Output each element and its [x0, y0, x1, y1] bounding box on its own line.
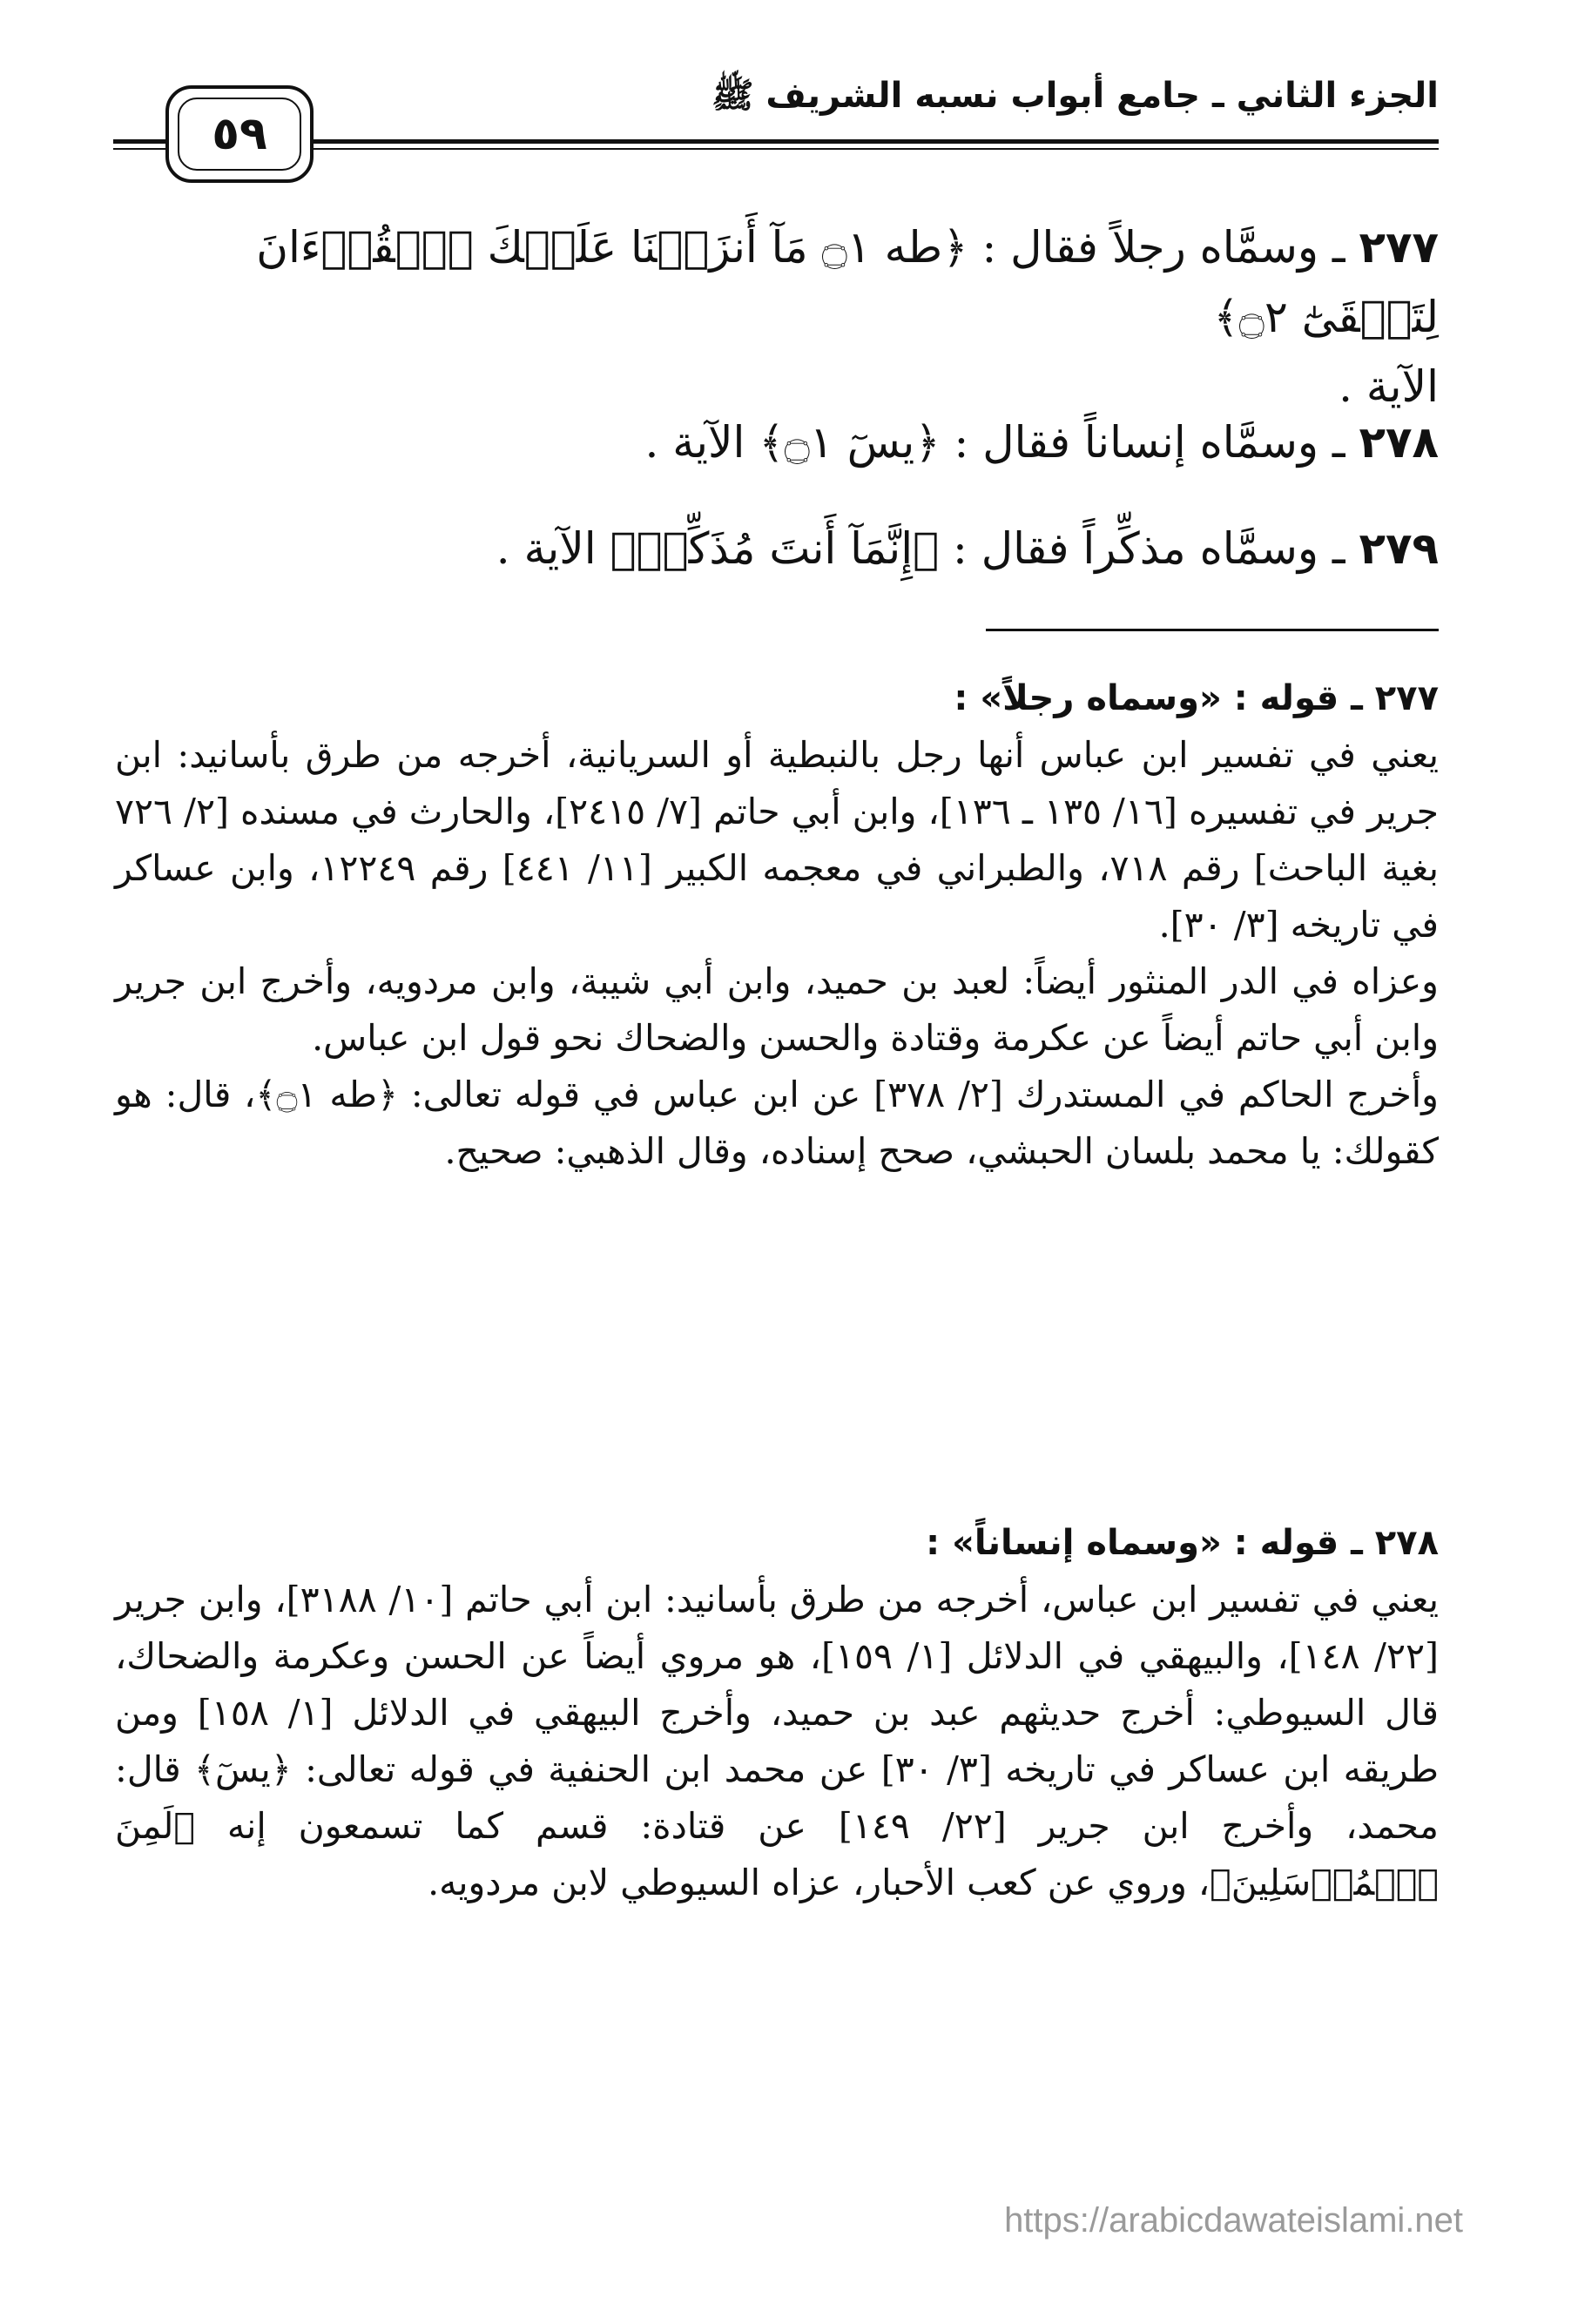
footnote-paragraph: يعني في تفسير ابن عباس أنها رجل بالنبطية أو السريانية، أخرجه من طرق بأسانيد: ابن جرير في تفسيره [١٦/ ١٣٥ ـ ١٣٦]، وابن أبي حاتم [٧/ ٢٤١٥]، والحارث في مسنده [٢/ ٧٢٦ بغية الباحث] رقم ٧١٨، والطبراني في معجمه الكبير [١١/ ٤٤١] رقم ١٢٢٤٩، وابن عساكر في تاريخه [٣/ ٣٠].	[115, 734, 1439, 946]
entry-lead: ـ وسمَّاه رجلاً فقال :	[981, 222, 1345, 273]
entry-number: ٢٧٩	[1359, 523, 1439, 574]
footnote-heading: ٢٧٨ ـ قوله : «وسماه إنساناً» :	[926, 1523, 1439, 1563]
entry-lead: ـ وسمَّاه إنساناً فقال :	[954, 417, 1345, 468]
entry-number: ٢٧٨	[1359, 417, 1439, 468]
entry-278	[124, 408, 1439, 477]
entry-tail: الآية .	[496, 523, 597, 574]
quran-quote: ﴿إِنَّمَآ أَنتَ مُذَكِّرٞ﴾	[610, 523, 940, 574]
page-number-badge	[165, 85, 314, 183]
entry-tail: الآية .	[1339, 361, 1439, 412]
running-header-title: الجزء الثاني ـ جامع أبواب نسبه الشريف ﷺ	[711, 76, 1439, 116]
entry-tail: الآية .	[644, 417, 745, 468]
footnote-paragraph: وعزاه في الدر المنثور أيضاً: لعبد بن حميد، وابن أبي شيبة، وابن مردويه، وأخرج ابن جرير وابن أبي حاتم أيضاً عن عكرمة وقتادة والحسن والضحاك نحو قول ابن عباس.	[115, 960, 1439, 1059]
quran-quote: ﴿يسٓ ۝١﴾	[759, 417, 941, 468]
footnote-heading: ٢٧٧ ـ قوله : «وسماه رجلاً» :	[954, 678, 1439, 718]
page-number: ٥٩	[212, 108, 267, 160]
footnote-277	[115, 670, 1439, 1180]
footnote-paragraph: وأخرج الحاكم في المستدرك [٢/ ٣٧٨] عن ابن عباس في قوله تعالى: ﴿طه ۝١﴾، قال: هو كقولك: يا محمد بلسان الحبشي، صحح إسناده، وقال الذهبي: صحيح.	[115, 1074, 1439, 1172]
footnote-278	[115, 1515, 1439, 1911]
watermark-url: https://arabicdawateislami.net	[1004, 2201, 1463, 2240]
quran-quote: ﴿طه ۝١ مَآ أَنزَلۡنَا عَلَيۡكَ ٱلۡقُرۡءَانَ لِتَشۡقَىٰٓ ۝٢﴾	[256, 222, 1439, 342]
footnote-paragraph: يعني في تفسير ابن عباس، أخرجه من طرق بأسانيد: ابن أبي حاتم [١٠/ ٣١٨٨]، وابن جرير [٢٢/ ١٤٨]، والبيهقي في الدلائل [١/ ١٥٩]، هو مروي أيضاً عن الحسن وعكرمة والضحاك، قال السيوطي: أخرج حديثهم عبد بن حميد، وأخرج البيهقي في الدلائل [١/ ١٥٨] ومن طريقه ابن عساكر في تاريخه [٣/ ٣٠] عن محمد ابن الحنفية في قوله تعالى: ﴿يسٓ﴾ قال: محمد، وأخرج ابن جرير [٢٢/ ١٤٩] عن قتادة: قسم كما تسمعون إنه ﴿لَمِنَ ٱلۡمُرۡسَلِينَ﴾، وروي عن كعب الأحبار، عزاه السيوطي لابن مردويه.	[115, 1579, 1439, 1903]
entry-number: ٢٧٧	[1359, 222, 1439, 273]
entry-277	[124, 212, 1439, 421]
entry-lead: ـ وسمَّاه مذكِّراً فقال :	[953, 523, 1345, 574]
footnote-separator	[986, 629, 1439, 631]
entry-279	[124, 514, 1439, 583]
